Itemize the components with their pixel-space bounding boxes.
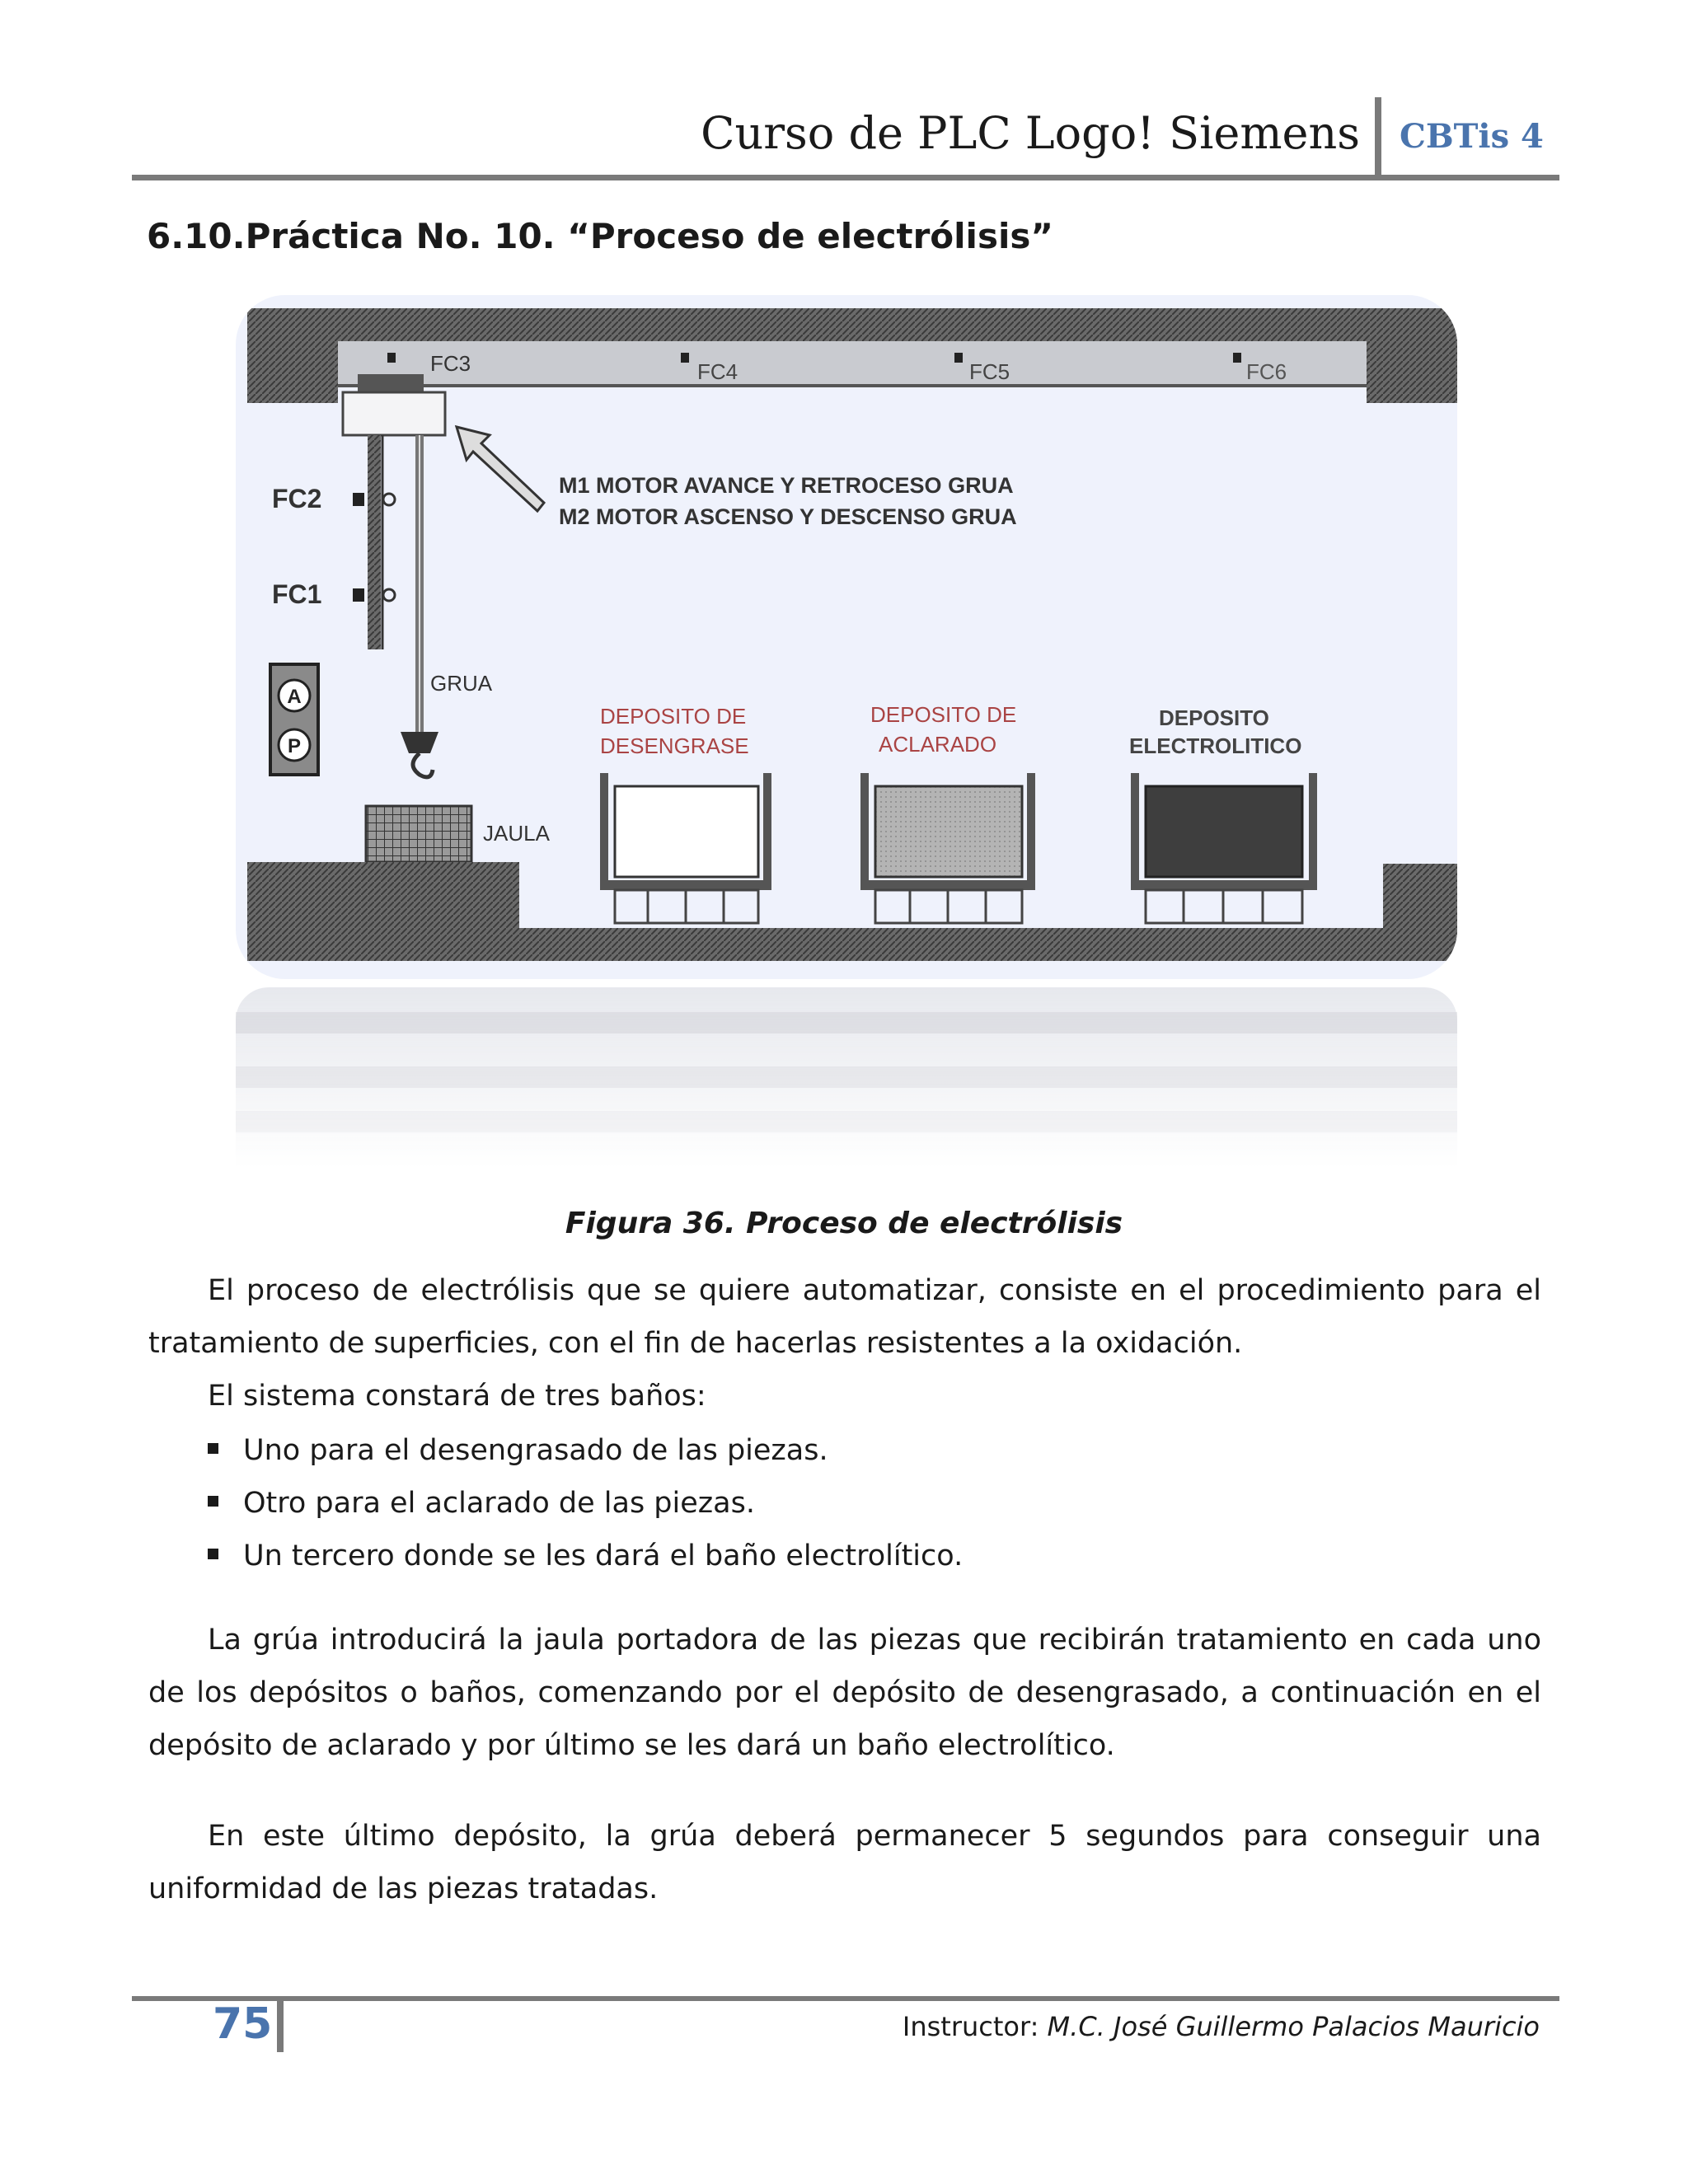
figure-electrolysis-diagram <box>236 295 1457 979</box>
tank-aclarado <box>860 773 1035 923</box>
label-tank3-line2: ELECTROLITICO <box>1129 733 1302 758</box>
footer-divider <box>277 1999 284 2052</box>
label-fc6: FC6 <box>1246 359 1287 384</box>
label-fc5: FC5 <box>969 359 1010 384</box>
left-wall-top <box>247 308 338 403</box>
label-fc2: FC2 <box>272 484 322 513</box>
header-brand: CBTis 4 <box>1400 117 1544 156</box>
header-rule <box>132 175 1559 180</box>
crane-hook-block <box>401 732 438 753</box>
right-wall-bottom <box>1383 864 1457 961</box>
floor <box>519 928 1457 961</box>
label-fc4: FC4 <box>697 359 738 384</box>
floor-platform <box>247 862 519 961</box>
limit-switch-fc2 <box>353 493 364 506</box>
paragraph-2: El sistema constará de tres baños: <box>208 1380 706 1413</box>
label-tank3-line1: DEPOSITO <box>1159 705 1269 730</box>
header-title: Curso de PLC Logo! Siemens <box>701 107 1360 159</box>
cage-jaula <box>366 806 471 862</box>
bullet-square-icon <box>208 1496 218 1507</box>
instructor-label: Instructor: <box>902 2011 1039 2042</box>
tank-electrolitico <box>1131 773 1317 923</box>
label-grua: GRUA <box>430 671 493 696</box>
page-number: 75 <box>213 1999 273 2049</box>
list-item: Otro para el aclarado de las piezas. <box>208 1487 755 1520</box>
label-button-p: P <box>287 735 302 757</box>
label-tank2-line1: DEPOSITO DE <box>870 702 1017 727</box>
crane-trolley-box <box>343 392 445 435</box>
label-fc3: FC3 <box>430 351 471 376</box>
crane-hook <box>413 753 433 777</box>
footer-rule <box>132 1996 1559 2001</box>
limit-switch-fc1 <box>353 588 364 602</box>
bullet-square-icon <box>208 1443 218 1454</box>
figure-caption: Figura 36. Proceso de electrólisis <box>565 1207 1123 1240</box>
ceiling-beam <box>247 308 1457 341</box>
diagram-svg <box>236 295 1457 979</box>
limit-switch-fc6 <box>1233 353 1241 363</box>
label-tank1-line1: DEPOSITO DE <box>600 704 747 729</box>
list-item: Uno para el desengrasado de las piezas. <box>208 1434 828 1467</box>
crane-rail <box>338 341 1367 387</box>
instructor-name: M.C. José Guillermo Palacios Mauricio <box>1047 2011 1540 2042</box>
vertical-guide <box>368 435 381 649</box>
label-tank1-line2: DESENGRASE <box>600 733 749 758</box>
limit-switch-fc3 <box>387 353 396 363</box>
paragraph-1: El proceso de electrólisis que se quiere automatizar, consiste en el procedimiento para el tratamiento de superficies, con el fin de hacerlas resistentes a la oxidación. <box>148 1274 1541 1360</box>
label-tank2-line2: ACLARADO <box>879 732 997 757</box>
crane-trolley-wheels <box>358 374 424 392</box>
section-title: 6.10.Práctica No. 10. “Proceso de electrólisis” <box>147 216 1053 256</box>
label-jaula: JAULA <box>483 821 550 846</box>
list-item: Un tercero donde se les dará el baño electrolítico. <box>208 1540 963 1572</box>
bullet-square-icon <box>208 1549 218 1559</box>
limit-switch-fc4 <box>681 353 689 363</box>
paragraph-3: La grúa introducirá la jaula portadora de las piezas que recibirán tratamiento en cada uno de los depósitos o baños, comenzando por el depósito de desengrasado, a continuación en el depósito de aclarado y por último se les dará un baño electrolítico. <box>148 1624 1541 1762</box>
footer-instructor <box>903 2011 1540 2042</box>
label-m2: M2 MOTOR ASCENSO Y DESCENSO GRUA <box>559 504 1017 529</box>
arrow-to-motors <box>457 427 544 511</box>
tank-desengrase <box>600 773 771 923</box>
paragraph-4: En este último depósito, la grúa deberá permanecer 5 segundos para conseguir una uniformidad de las piezas tratadas. <box>148 1820 1541 1905</box>
limit-switch-fc5 <box>954 353 963 363</box>
label-m1: M1 MOTOR AVANCE Y RETROCESO GRUA <box>559 473 1014 498</box>
right-wall-top <box>1367 308 1457 403</box>
label-fc1: FC1 <box>272 579 322 609</box>
label-button-a: A <box>287 686 302 708</box>
figure-reflection <box>236 987 1457 1169</box>
header-divider <box>1375 97 1381 180</box>
